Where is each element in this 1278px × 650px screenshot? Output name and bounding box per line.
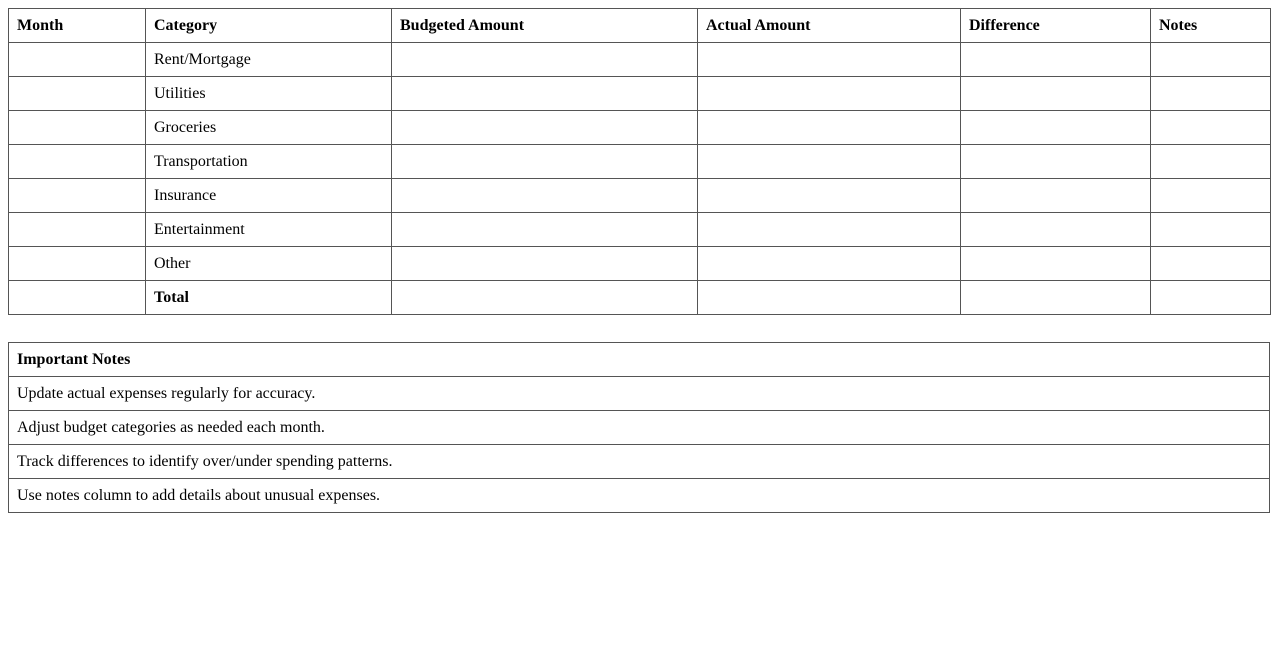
budgeted-cell[interactable] xyxy=(392,43,698,77)
difference-total-cell[interactable] xyxy=(961,281,1151,315)
notes-cell[interactable] xyxy=(1151,77,1271,111)
note-text: Update actual expenses regularly for accuracy. xyxy=(9,377,1270,411)
actual-cell[interactable] xyxy=(698,77,961,111)
actual-cell[interactable] xyxy=(698,213,961,247)
total-label: Total xyxy=(146,281,392,315)
header-notes: Notes xyxy=(1151,9,1271,43)
category-cell: Utilities xyxy=(146,77,392,111)
budget-table xyxy=(8,8,1271,315)
actual-total-cell[interactable] xyxy=(698,281,961,315)
difference-cell[interactable] xyxy=(961,145,1151,179)
note-text: Track differences to identify over/under spending patterns. xyxy=(9,445,1270,479)
header-budgeted-amount: Budgeted Amount xyxy=(392,9,698,43)
notes-cell[interactable] xyxy=(1151,111,1271,145)
header-difference: Difference xyxy=(961,9,1151,43)
table-row xyxy=(9,77,1271,111)
table-row xyxy=(9,111,1271,145)
list-item xyxy=(9,479,1270,513)
budgeted-cell[interactable] xyxy=(392,179,698,213)
actual-cell[interactable] xyxy=(698,179,961,213)
table-row xyxy=(9,179,1271,213)
note-text: Use notes column to add details about unusual expenses. xyxy=(9,479,1270,513)
table-row xyxy=(9,145,1271,179)
table-row xyxy=(9,213,1271,247)
important-notes-table xyxy=(8,342,1270,513)
table-row xyxy=(9,43,1271,77)
budgeted-cell[interactable] xyxy=(392,77,698,111)
list-item xyxy=(9,445,1270,479)
category-cell: Rent/Mortgage xyxy=(146,43,392,77)
category-cell: Other xyxy=(146,247,392,281)
notes-cell[interactable] xyxy=(1151,145,1271,179)
notes-cell[interactable] xyxy=(1151,281,1271,315)
note-text: Adjust budget categories as needed each month. xyxy=(9,411,1270,445)
notes-cell[interactable] xyxy=(1151,43,1271,77)
month-cell[interactable] xyxy=(9,281,146,315)
header-month: Month xyxy=(9,9,146,43)
difference-cell[interactable] xyxy=(961,179,1151,213)
difference-cell[interactable] xyxy=(961,77,1151,111)
budgeted-total-cell[interactable] xyxy=(392,281,698,315)
month-cell[interactable] xyxy=(9,43,146,77)
notes-cell[interactable] xyxy=(1151,247,1271,281)
important-notes-heading: Important Notes xyxy=(9,343,1270,377)
notes-cell[interactable] xyxy=(1151,179,1271,213)
category-cell: Insurance xyxy=(146,179,392,213)
difference-cell[interactable] xyxy=(961,111,1151,145)
month-cell[interactable] xyxy=(9,145,146,179)
month-cell[interactable] xyxy=(9,111,146,145)
budgeted-cell[interactable] xyxy=(392,145,698,179)
month-cell[interactable] xyxy=(9,179,146,213)
category-cell: Groceries xyxy=(146,111,392,145)
table-row xyxy=(9,247,1271,281)
actual-cell[interactable] xyxy=(698,43,961,77)
month-cell[interactable] xyxy=(9,77,146,111)
month-cell[interactable] xyxy=(9,213,146,247)
difference-cell[interactable] xyxy=(961,213,1151,247)
budgeted-cell[interactable] xyxy=(392,213,698,247)
list-item xyxy=(9,411,1270,445)
list-item xyxy=(9,377,1270,411)
category-cell: Transportation xyxy=(146,145,392,179)
difference-cell[interactable] xyxy=(961,247,1151,281)
total-row xyxy=(9,281,1271,315)
header-actual-amount: Actual Amount xyxy=(698,9,961,43)
category-cell: Entertainment xyxy=(146,213,392,247)
difference-cell[interactable] xyxy=(961,43,1151,77)
actual-cell[interactable] xyxy=(698,145,961,179)
budgeted-cell[interactable] xyxy=(392,247,698,281)
header-category: Category xyxy=(146,9,392,43)
month-cell[interactable] xyxy=(9,247,146,281)
budget-header-row xyxy=(9,9,1271,43)
notes-header-row xyxy=(9,343,1270,377)
notes-cell[interactable] xyxy=(1151,213,1271,247)
actual-cell[interactable] xyxy=(698,111,961,145)
budgeted-cell[interactable] xyxy=(392,111,698,145)
actual-cell[interactable] xyxy=(698,247,961,281)
